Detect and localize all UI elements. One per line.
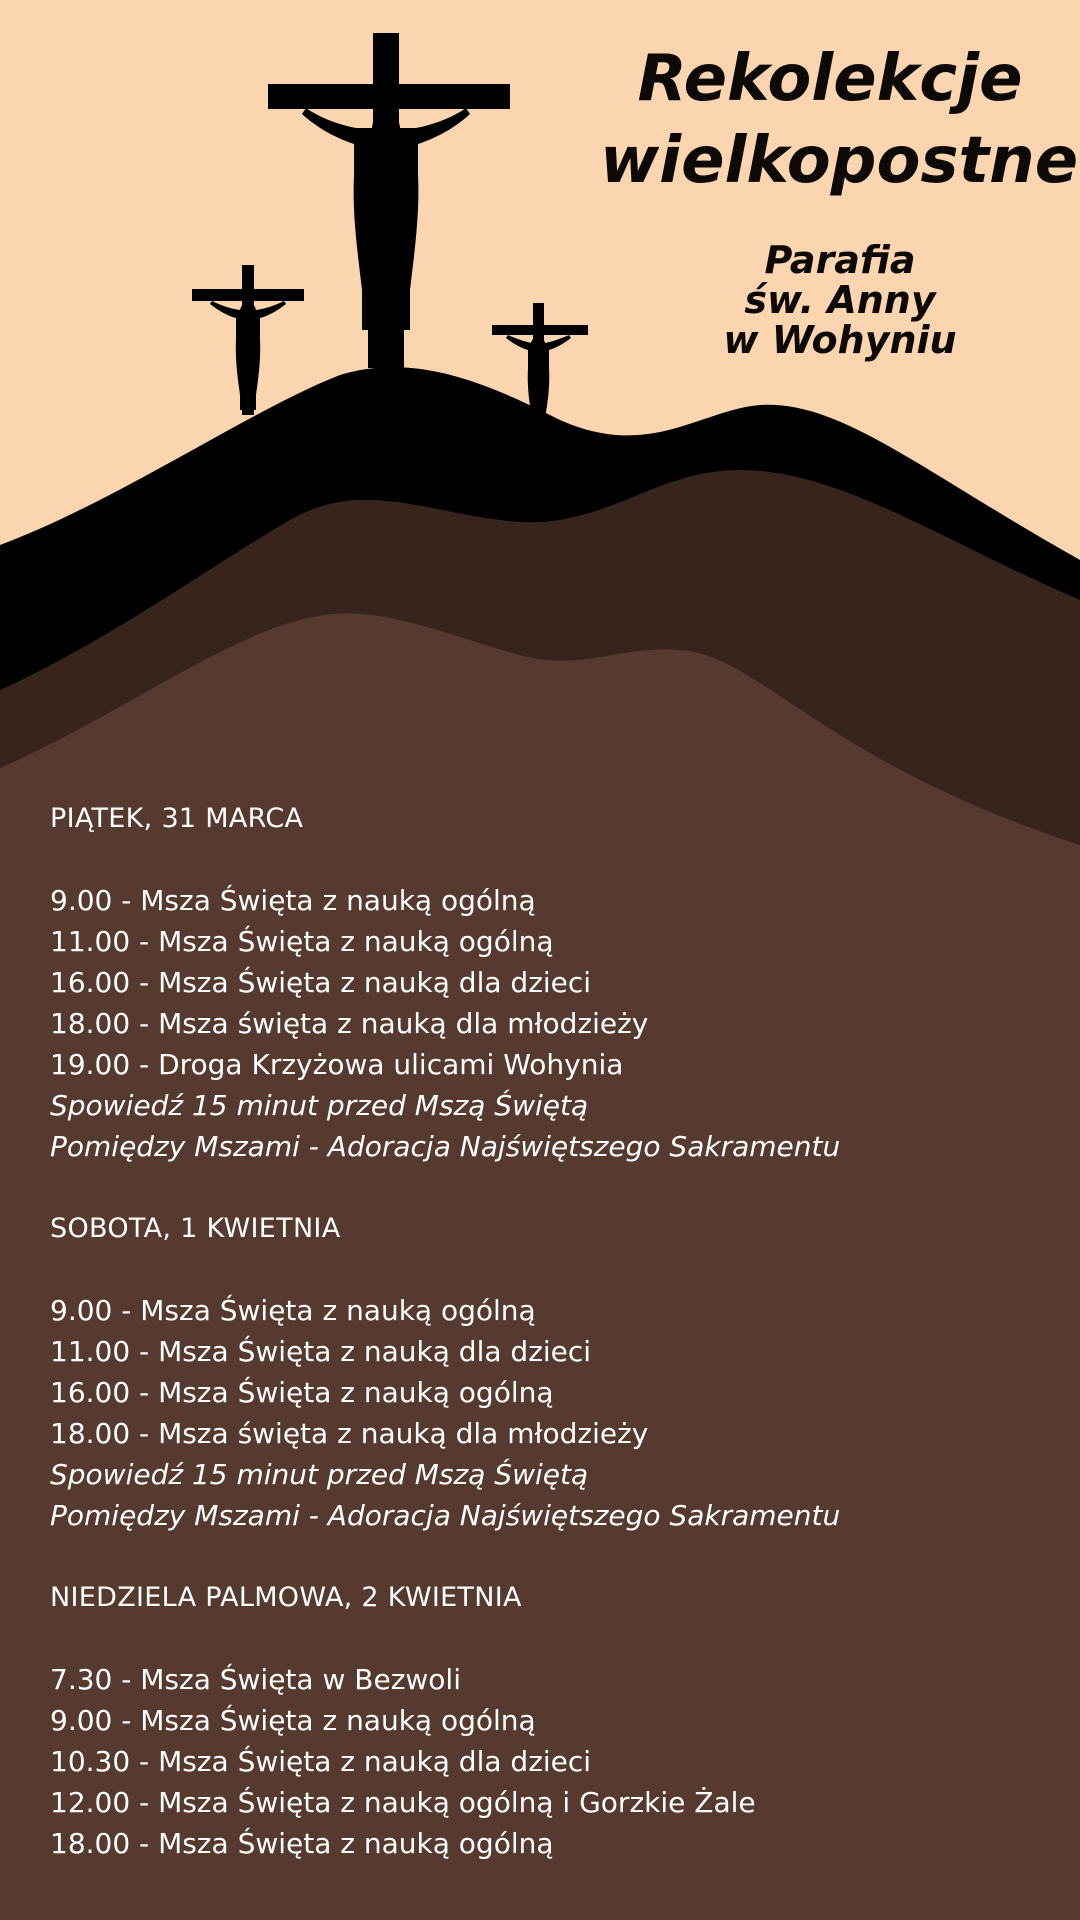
event-line: 9.00 - Msza Święta z nauką ogólną — [50, 884, 536, 917]
spacer — [50, 1167, 1050, 1208]
event-line: 18.00 - Msza Święta z nauką ogólną — [50, 1827, 554, 1860]
title-line: wielkopostne — [600, 124, 1079, 198]
parish-name — [680, 240, 1000, 360]
day-heading: PIĄTEK, 31 MARCA — [50, 803, 304, 834]
poster-title — [600, 38, 1079, 202]
event-line: 11.00 - Msza Święta z nauką ogólną — [50, 925, 554, 958]
title-line: Rekolekcje — [637, 42, 1023, 116]
day-block-saturday — [50, 1208, 1050, 1536]
event-line: 19.00 - Droga Krzyżowa ulicami Wohynia — [50, 1048, 624, 1081]
event-line: 12.00 - Msza Święta z nauką ogólną i Gorzkie Żale — [50, 1786, 756, 1819]
spacer — [50, 1536, 1050, 1577]
event-line: 9.00 - Msza Święta z nauką ogólną — [50, 1704, 536, 1737]
spacer — [50, 839, 1050, 880]
event-line: 7.30 - Msza Święta w Bezwoli — [50, 1663, 461, 1696]
event-line: 16.00 - Msza Święta z nauką ogólną — [50, 1376, 554, 1409]
note-line: Pomiędzy Mszami - Adoracja Najświętszego Sakramentu — [50, 1130, 841, 1163]
note-line: Spowiedź 15 minut przed Mszą Świętą — [50, 1458, 589, 1491]
note-line: Spowiedź 15 minut przed Mszą Świętą — [50, 1089, 589, 1122]
parish-line: w Wohyniu — [723, 318, 957, 362]
note-line: Pomiędzy Mszami - Adoracja Najświętszego Sakramentu — [50, 1499, 841, 1532]
event-line: 16.00 - Msza Święta z nauką dla dzieci — [50, 966, 592, 999]
event-line: 10.30 - Msza Święta z nauką dla dzieci — [50, 1745, 592, 1778]
event-line: 18.00 - Msza święta z nauką dla młodzieży — [50, 1007, 649, 1040]
schedule — [50, 798, 1050, 1864]
parish-line: Parafia — [764, 238, 916, 282]
day-block-palm-sunday — [50, 1577, 1050, 1864]
event-line: 9.00 - Msza Święta z nauką ogólną — [50, 1294, 536, 1327]
event-line: 18.00 - Msza święta z nauką dla młodzieży — [50, 1417, 649, 1450]
spacer — [50, 1618, 1050, 1659]
parish-line: św. Anny — [744, 278, 936, 322]
day-heading: NIEDZIELA PALMOWA, 2 KWIETNIA — [50, 1582, 522, 1613]
event-line: 11.00 - Msza Święta z nauką dla dzieci — [50, 1335, 592, 1368]
day-block-friday — [50, 798, 1050, 1167]
spacer — [50, 1249, 1050, 1290]
day-heading: SOBOTA, 1 KWIETNIA — [50, 1213, 341, 1244]
